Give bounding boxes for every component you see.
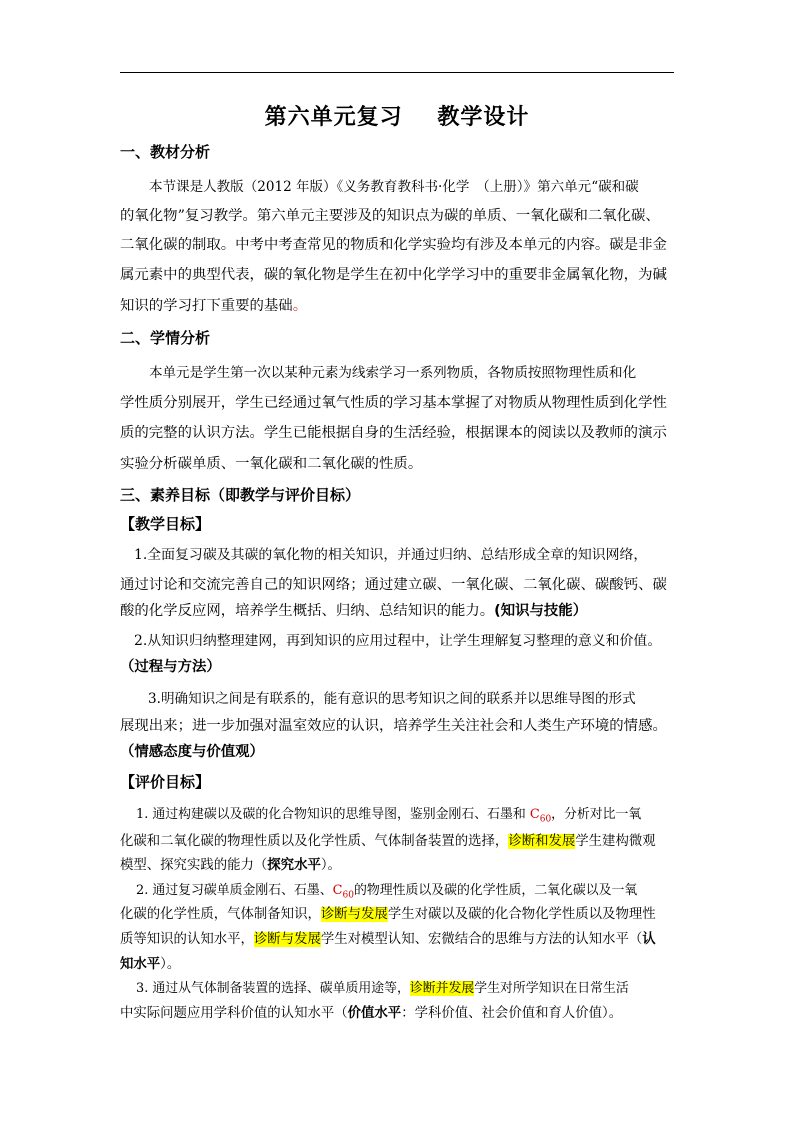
goal-3-tag: （情感态度与价值观） <box>120 744 264 760</box>
paragraph-line: 属元素中的典型代表，碳的氧化物是学生在初中化学学习中的重要非金属氧化物，为碱 <box>120 267 667 283</box>
c60-c: C <box>529 807 540 822</box>
c60-c: C <box>332 883 343 898</box>
title-gap <box>403 105 438 130</box>
goal-3-line: 3.明确知识之间是有联系的，能有意识的思考知识之间的联系并以思维导图的形式 <box>148 691 636 707</box>
eval-1-line <box>120 833 674 851</box>
eval-1-line <box>120 857 674 875</box>
goal-3-line: 展现出来；进一步加强对温室效应的认识，培养学生关注社会和人类生产环境的情感。 <box>120 718 667 734</box>
goal-1-line: 通过讨论和交流完善自己的知识网络；通过建立碳、一氧化碳、二氧化碳、碳酸钙、碳 <box>120 577 667 593</box>
paragraph-line: 的氧化物”复习教学。第六单元主要涉及的知识点为碳的单质、一氧化碳和二氧化碳、 <box>120 208 660 224</box>
c60-sub: 60 <box>539 814 552 825</box>
eval-2-text: 质等知识的认知水平， <box>120 932 254 947</box>
eval-2-text: ）。 <box>160 957 181 972</box>
goal-1-text: 酸的化学反应网，培养学生概括、归纳、总结知识的能力。 <box>120 603 495 619</box>
paragraph-line: 质的完整的认识方法。学生已能根据自身的生活经验，根据课本的阅读以及教师的演示 <box>120 425 667 441</box>
evaluation-goals-heading: 【评价目标】 <box>120 773 211 791</box>
eval-2-line <box>120 931 674 949</box>
document-title <box>120 100 674 131</box>
section-heading-textbook-analysis: 一、教材分析 <box>120 143 211 161</box>
eval-1-text: 学生建构微观 <box>575 834 656 849</box>
paragraph-line: 学性质分别展开，学生已经通过氧气性质的学习基本掌握了对物质从物理性质到化学性 <box>120 395 667 411</box>
eval-2-line <box>120 906 674 924</box>
eval-3-text: 3. 通过从气体制备装置的选择、碳单质用途等， <box>136 981 410 996</box>
eval-1-line <box>120 806 690 829</box>
eval-3-line <box>120 980 690 998</box>
section-heading-literacy-goals: 三、素养目标（即教学与评价目标） <box>120 486 361 504</box>
c60-formula <box>529 807 552 825</box>
teaching-goals-heading: 【教学目标】 <box>120 515 211 533</box>
eval-3-text: ：学科价值、社会价值和育人价值）。 <box>401 1006 623 1021</box>
paragraph-line: 二氧化碳的制取。中考中考查常见的物质和化学实验均有涉及本单元的内容。碳是非金 <box>120 237 667 253</box>
eval-1-tag: 探究水平 <box>267 858 321 873</box>
eval-1-text: ）。 <box>320 858 341 873</box>
eval-1-text: 化碳和二氧化碳的物理性质以及化学性质、气体制备装置的选择， <box>120 834 509 849</box>
eval-3-text: 中实际问题应用学科价值的认知水平（ <box>120 1006 348 1021</box>
goal-1-line <box>120 602 674 620</box>
paragraph-line: 本单元是学生第一次以某种元素为线索学习一系列物质，各物质按照物理性质和化 <box>149 365 637 381</box>
highlight-diagnose: 诊断与发展 <box>320 907 388 922</box>
eval-3-text: 学生对所学知识在日常生活 <box>474 981 629 996</box>
goal-2-tag: （过程与方法） <box>120 659 221 675</box>
eval-1-text: 模型、探究实践的能力（ <box>120 858 268 873</box>
eval-2-line <box>120 882 690 905</box>
title-part-1: 第六单元复习 <box>264 105 403 130</box>
highlight-diagnose: 诊断和发展 <box>508 834 576 849</box>
c60-formula <box>332 883 354 901</box>
highlight-diagnose: 诊断并发展 <box>409 981 475 996</box>
eval-1-text: 1. 通过构建碳以及碳的化合物知识的思维导图，鉴别金刚石、石墨和 <box>136 807 530 822</box>
red-period: 。 <box>292 298 308 314</box>
goal-1-line: 1.全面复习碳及其碳的氧化物的相关知识，并通过归纳、总结形成全章的知识网络， <box>134 547 648 563</box>
paragraph-line: 本节课是人教版（2012 年版）《义务教育教科书·化学 （上册）》第六单元“碳和碳 <box>149 179 639 195</box>
highlight-diagnose: 诊断与发展 <box>253 932 321 947</box>
goal-1-tag: (知识与技能） <box>494 603 588 619</box>
eval-2-text: 学生对模型认知、宏微结合的思维与方法的认知水平（ <box>320 932 643 947</box>
eval-2-text: 化碳的化学性质，气体制备知识， <box>120 907 321 922</box>
eval-2-tag: 知水平 <box>120 957 161 972</box>
eval-2-line <box>120 956 674 974</box>
eval-3-tag: 价值水平 <box>347 1006 402 1021</box>
paragraph-line: 实验分析碳单质、一氧化碳和二氧化碳的性质。 <box>120 456 423 472</box>
goal-2-line: 2.从知识归纳整理建网，再到知识的应用过程中，让学生理解复习整理的意义和价值。 <box>134 633 662 649</box>
eval-2-text: 2. 通过复习碳单质金刚石、石墨、 <box>136 883 333 898</box>
c60-sub: 60 <box>342 890 354 901</box>
title-part-2: 教学设计 <box>437 105 530 130</box>
header-rule <box>120 72 674 73</box>
eval-2-text: 的物理性质以及碳的化学性质，二氧化碳以及一氧 <box>353 883 638 898</box>
eval-2-tag: 认 <box>642 932 656 947</box>
eval-2-text: 学生对碳以及碳的化合物化学性质以及物理性 <box>387 907 656 922</box>
section-heading-learner-analysis: 二、学情分析 <box>120 329 211 347</box>
eval-1-text: ，分析对比一氧 <box>551 807 642 822</box>
paragraph-line <box>120 297 674 315</box>
paragraph-text: 知识的学习打下重要的基础 <box>120 298 293 314</box>
eval-3-line <box>120 1005 674 1023</box>
